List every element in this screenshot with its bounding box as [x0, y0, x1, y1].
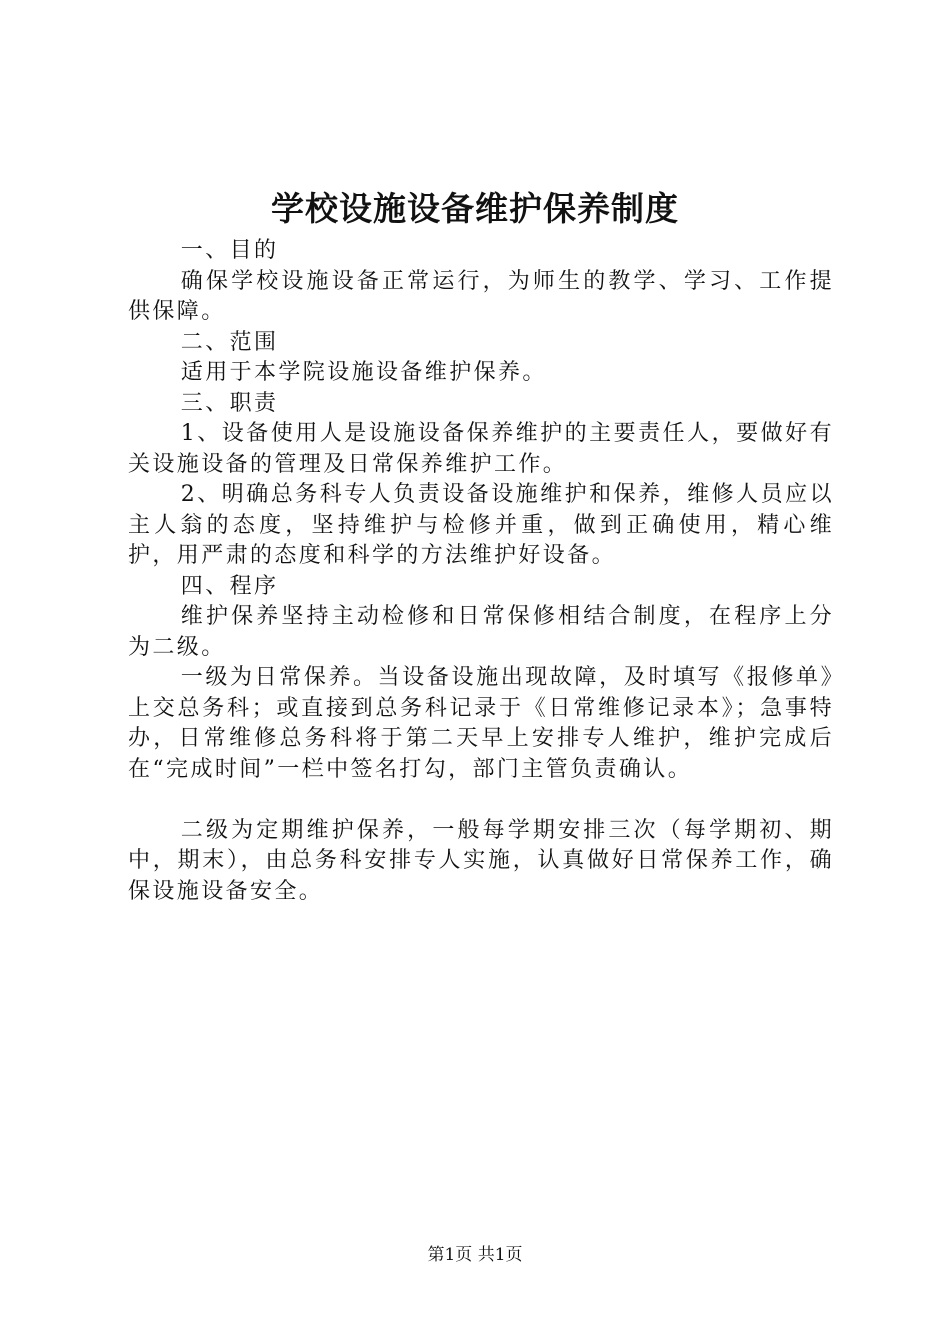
page-footer: 第1页 共1页 [427, 1245, 523, 1265]
paragraph-scope: 适用于本学院设施设备维护保养。 [180, 360, 547, 385]
paragraph-purpose: 确保学校设施设备正常运行，为师生的教学、学习、工作提供保障。 [128, 268, 834, 324]
section-heading-responsibilities: 三、职责 [180, 390, 279, 416]
section-heading-purpose: 一、目的 [180, 238, 279, 263]
paragraph-responsibility-1: 1、设备使用人是设施设备保养维护的主要责任人，要做好有关设施设备的管理及日常保养维护工作。 [128, 421, 834, 477]
document-body [128, 236, 834, 907]
paragraph-level-two: 二级为定期维护保养，一般每学期安排三次（每学期初、期中，期末），由总务科安排专人实施，认真做好日常保养工作，确保设施设备安全。 [128, 817, 834, 904]
section-heading-procedure: 四、程序 [180, 573, 279, 599]
document-title: 学校设施设备维护保养制度 [271, 189, 679, 228]
paragraph-procedure-intro: 维护保养坚持主动检修和日常保修相结合制度，在程序上分为二级。 [128, 604, 834, 660]
section-heading-scope: 二、范围 [180, 329, 279, 355]
paragraph-level-one: 一级为日常保养。当设备设施出现故障，及时填写《报修单》上交总务科；或直接到总务科记录于《日常维修记录本》；急事特办，日常维修总务科将于第二天早上安排专人维护，维护完成后在“完成时间”一栏中签名打勾，部门主管负责确认。 [128, 665, 834, 782]
paragraph-responsibility-2: 2、明确总务科专人负责设备设施维护和保养，维修人员应以主人翁的态度，坚持维护与检修并重，做到正确使用，精心维护，用严肃的态度和科学的方法维护好设备。 [128, 482, 834, 568]
